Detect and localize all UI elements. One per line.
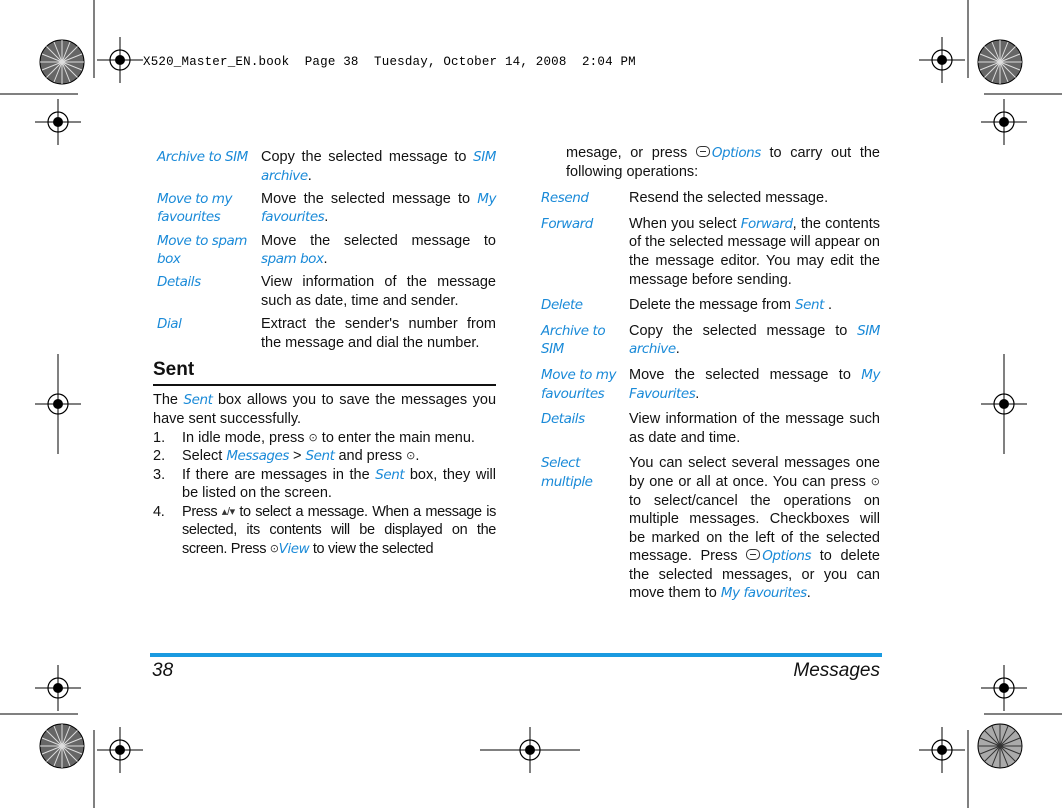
list-item: 4. Press ▴/▾ to select a message. When a message is selected, its contents will be displayed on the screen. Press ⊙View to view the selected xyxy=(153,503,496,558)
option-term: Details xyxy=(157,274,201,291)
option-term: Forward xyxy=(541,215,593,232)
option-definition: Resend the selected message. xyxy=(629,190,829,207)
option-definition: Delete the message from Sent . xyxy=(629,297,833,314)
option-term: Move to spam box xyxy=(157,232,247,268)
option-definition: View information of the message such as date, time and sender. xyxy=(261,274,496,309)
option-row xyxy=(153,148,496,185)
ok-key-icon: ⊙ xyxy=(308,431,318,444)
option-definition: When you select Forward, the contents of the selected message will appear on the message editor. You may edit the message before sending. xyxy=(629,215,880,288)
list-item: 1. In idle mode, press ⊙ to enter the main menu. xyxy=(153,429,475,446)
ok-key-icon: ⊙ xyxy=(870,475,880,488)
chapter-title: Messages xyxy=(793,660,880,681)
left-column xyxy=(153,148,496,559)
option-row xyxy=(153,315,496,352)
option-row xyxy=(537,322,880,359)
option-term: Archive to SIM xyxy=(541,322,606,358)
list-item: 3. If there are messages in the Sent box, they will be listed on the screen. xyxy=(153,466,496,502)
option-definition: Move the selected message to My Favourites. xyxy=(629,366,880,402)
nav-up-down-key-icon: ▴/▾ xyxy=(221,505,235,518)
option-definition: Move the selected message to spam box. xyxy=(261,232,496,268)
option-row xyxy=(537,410,880,447)
option-definition: Copy the selected message to SIM archive. xyxy=(629,322,880,358)
continuation-paragraph: mesage, or press Options to carry out the following operations: xyxy=(566,145,880,180)
section-title: Sent xyxy=(153,358,496,386)
option-term: Resend xyxy=(541,190,589,207)
option-definition: You can select several messages one by one or all at once. You can press ⊙ to select/cancel the operations on multiple messages. Checkboxes will be marked on the left of the selected message. Press Options to delete the selected messages, or you can move them to My favourites. xyxy=(629,455,880,602)
print-header: X520_Master_EN.book Page 38 Tuesday, October 14, 2008 2:04 PM xyxy=(143,55,636,69)
option-definition: Copy the selected message to SIM archive. xyxy=(261,149,496,184)
steps-list xyxy=(153,429,496,559)
option-term: Move to my favourites xyxy=(541,366,616,402)
option-term: Dial xyxy=(157,316,182,333)
option-row xyxy=(153,190,496,227)
left-softkey-icon xyxy=(746,549,760,560)
option-term: Select multiple xyxy=(541,455,593,490)
ok-key-icon: ⊙ xyxy=(269,543,279,556)
option-row xyxy=(153,232,496,269)
option-term: Delete xyxy=(541,297,583,314)
footer-rule xyxy=(150,653,882,657)
ok-key-icon: ⊙ xyxy=(406,450,416,463)
option-definition: Move the selected message to My favourites. xyxy=(261,190,496,226)
right-column xyxy=(537,144,880,608)
option-row xyxy=(537,215,880,289)
intro-paragraph: The Sent box allows you to save the messages you have sent successfully. xyxy=(153,392,497,427)
page-number: 38 xyxy=(152,660,174,681)
option-term: Details xyxy=(541,411,585,428)
option-definition: View information of the message such as date and time. xyxy=(629,411,880,446)
option-row xyxy=(537,366,880,403)
option-definition: Extract the sender's number from the message and dial the number. xyxy=(261,316,496,351)
option-term: Move to my favourites xyxy=(157,190,232,226)
option-term: Archive to SIM xyxy=(157,149,248,165)
option-row xyxy=(537,189,880,208)
option-row xyxy=(537,296,880,315)
left-softkey-icon xyxy=(696,146,710,157)
option-row xyxy=(537,454,880,603)
list-item: 2. Select Messages > Sent and press ⊙. xyxy=(153,448,420,465)
option-row xyxy=(153,273,496,310)
